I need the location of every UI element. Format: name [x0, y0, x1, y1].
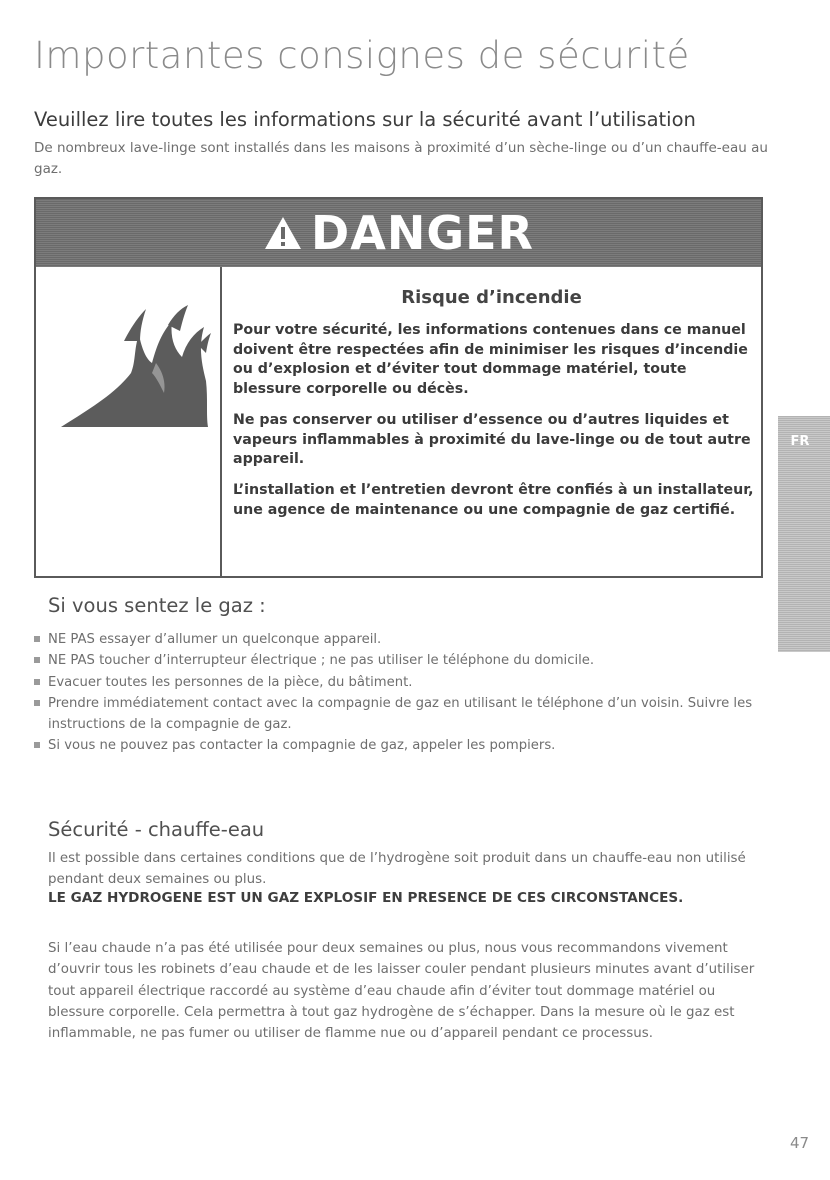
language-tab — [778, 416, 830, 652]
danger-paragraph: Pour votre sécurité, les informations contenues dans ce manuel doivent être respectées afin de minimiser les risques d’incendie ou d’explosion et d’éviter tout dommage matériel, toute blessure corporelle ou décès. — [233, 322, 748, 397]
list-item-text: Prendre immédiatement contact avec la compagnie de gaz en utilisant le téléphone d’un voisin. Suivre les instructions de la compagnie de gaz. — [48, 695, 753, 733]
water-heater-heading: Sécurité - chauffe-eau — [48, 818, 265, 841]
list-item-text: Si vous ne pouvez pas contacter la compagnie de gaz, appeler les pompiers. — [48, 738, 556, 754]
language-tab-label: FR — [790, 434, 810, 449]
page-number: 47 — [790, 1134, 810, 1152]
fire-icon-cell — [36, 267, 222, 576]
danger-content — [222, 267, 761, 576]
list-item — [34, 672, 774, 693]
danger-title — [263, 206, 534, 260]
danger-word: DANGER — [311, 206, 534, 260]
list-item-text: NE PAS essayer d’allumer un quelconque appareil. — [48, 632, 382, 647]
page-title: Importantes consignes de sécurité — [34, 34, 690, 77]
bullet-icon — [34, 679, 40, 685]
bullet-icon — [34, 700, 40, 706]
hydrogen-warning: LE GAZ HYDROGENE EST UN GAZ EXPLOSIF EN PRESENCE DE CES CIRCONSTANCES. — [48, 890, 684, 906]
bullet-icon — [34, 657, 40, 663]
water-heater-text: Il est possible dans certaines conditions que de l’hydrogène soit produit dans un chauffe-eau non utilisé pendant deux semaines ou plus. — [48, 851, 746, 888]
list-item — [34, 693, 774, 736]
warning-triangle-icon — [263, 215, 303, 251]
list-item-text: NE PAS toucher d’interrupteur électrique ; ne pas utiliser le téléphone du domicile. — [48, 653, 595, 669]
fire-icon — [56, 301, 211, 431]
list-item — [34, 735, 774, 756]
intro-heading: Veuillez lire toutes les informations sur la sécurité avant l’utilisation — [34, 108, 696, 131]
danger-subtitle: Risque d’incendie — [401, 287, 582, 308]
danger-box — [34, 197, 763, 578]
danger-paragraph: L’installation et l’entretien devront être confiés à un installateur, une agence de maintenance ou une compagnie de gaz certifié. — [233, 482, 754, 518]
bullet-icon — [34, 636, 40, 642]
list-item-text: Evacuer toutes les personnes de la pièce, du bâtiment. — [48, 674, 413, 690]
danger-header — [36, 199, 761, 267]
gas-section-heading: Si vous sentez le gaz : — [48, 594, 266, 617]
water-heater-closing-text: Si l’eau chaude n’a pas été utilisée pour deux semaines ou plus, nous vous recommandons vivement d’ouvrir tous les robinets d’eau chaude et de les laisser couler pendant plusieurs minutes avant d’utiliser tout appareil électrique raccordé au système d’eau chaude afin d’éviter tout dommage matériel ou blessure corporelle. Cela permettra à tout gaz hydrogène de s’échapper. Dans la mesure où le gaz est inflammable, ne pas fumer ou utiliser de flamme nue ou d’appareil pendant ce processus. — [48, 941, 755, 1042]
intro-text: De nombreux lave-linge sont installés dans les maisons à proximité d’un sèche-linge ou d’un chauffe-eau au gaz. — [34, 140, 768, 177]
danger-paragraph: Ne pas conserver ou utiliser d’essence ou d’autres liquides et vapeurs inflammables à proximité du lave-linge ou de tout autre appareil. — [233, 412, 751, 467]
bullet-icon — [34, 742, 40, 748]
gas-instructions-list — [34, 629, 774, 757]
list-item — [34, 629, 774, 650]
list-item — [34, 650, 774, 671]
